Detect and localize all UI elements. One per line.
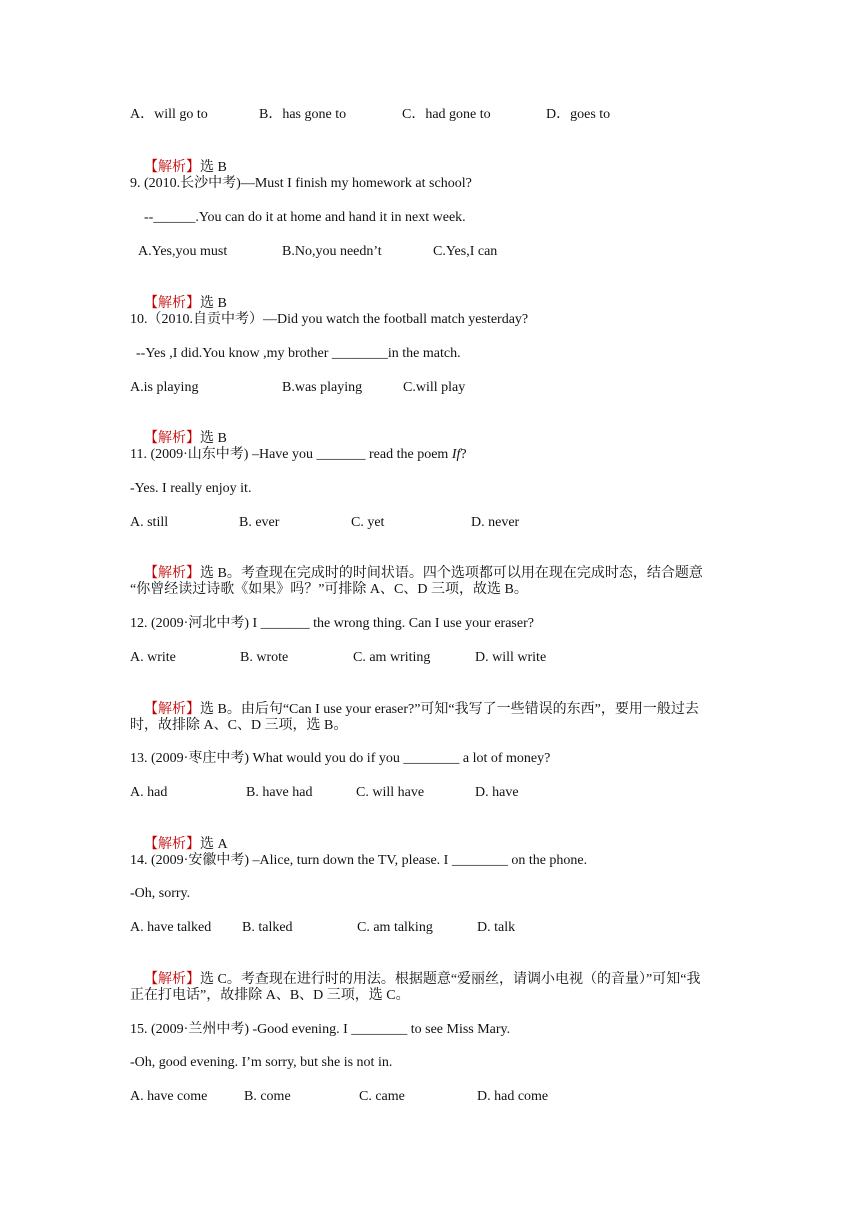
question-11-suffix: ? bbox=[460, 447, 467, 462]
analysis-continuation: 时，故排除 A、C、D 三项，选 B。 bbox=[130, 718, 348, 733]
option-d: D. will write bbox=[475, 650, 547, 665]
analysis-bracket-close: 】 bbox=[186, 837, 200, 852]
options-row bbox=[0, 514, 520, 532]
question-11-poem-title: If bbox=[451, 447, 461, 462]
option-a: A.is playing bbox=[130, 380, 199, 395]
options-row bbox=[0, 1088, 549, 1106]
analysis-text: 选 C。考查现在进行时的用法。根据题意“爱丽丝，请调小电视（的音量）”可知“我 bbox=[200, 972, 701, 987]
question-13: 13. (2009·枣庄中考) What would you do if you ________ a lot of money? bbox=[130, 751, 551, 766]
analysis-bracket-open: 【 bbox=[144, 431, 158, 446]
analysis-bracket-close: 】 bbox=[186, 702, 200, 717]
analysis-bracket-open: 【 bbox=[144, 972, 158, 987]
option-b: B．has gone to bbox=[259, 107, 347, 122]
option-a: A. have talked bbox=[130, 920, 212, 935]
option-a: A. have come bbox=[130, 1089, 208, 1104]
analysis-bracket-open: 【 bbox=[144, 160, 158, 175]
options-row bbox=[0, 243, 498, 261]
option-a: A．will go to bbox=[130, 107, 208, 122]
question-11-prefix: 11. (2009·山东中考) –Have you _______ read the poem bbox=[130, 447, 452, 462]
analysis-bracket-open: 【 bbox=[144, 702, 158, 717]
option-c: C．had gone to bbox=[402, 107, 491, 122]
option-b: B.No,you needn’t bbox=[282, 244, 382, 259]
analysis-bracket-open: 【 bbox=[144, 296, 158, 311]
analysis-label: 解析 bbox=[158, 296, 186, 311]
analysis-text: 选 B bbox=[200, 431, 227, 446]
option-a: A. had bbox=[130, 785, 168, 800]
option-b: B. ever bbox=[239, 515, 280, 530]
option-b: B. wrote bbox=[240, 650, 289, 665]
option-c: C. came bbox=[359, 1089, 405, 1104]
option-c: C. will have bbox=[356, 785, 425, 800]
analysis-bracket-close: 】 bbox=[186, 431, 200, 446]
analysis-bracket-open: 【 bbox=[144, 837, 158, 852]
analysis-label: 解析 bbox=[158, 160, 186, 175]
option-c: C.will play bbox=[403, 380, 466, 395]
analysis-text: 选 B bbox=[200, 160, 227, 175]
analysis-bracket-close: 】 bbox=[186, 296, 200, 311]
question-15-reply: -Oh, good evening. I’m sorry, but she is not in. bbox=[130, 1055, 393, 1070]
analysis-line bbox=[130, 141, 227, 175]
analysis-bracket-close: 】 bbox=[186, 566, 200, 581]
analysis-line bbox=[130, 953, 701, 987]
option-c: C. yet bbox=[351, 515, 385, 530]
analysis-label: 解析 bbox=[158, 837, 186, 852]
analysis-line bbox=[130, 277, 227, 311]
analysis-label: 解析 bbox=[158, 566, 186, 581]
option-d: D. talk bbox=[477, 920, 516, 935]
option-b: B.was playing bbox=[282, 380, 363, 395]
analysis-bracket-close: 】 bbox=[186, 160, 200, 175]
question-14-reply: -Oh, sorry. bbox=[130, 886, 191, 901]
analysis-line bbox=[130, 683, 699, 717]
option-c: C.Yes,I can bbox=[433, 244, 498, 259]
option-d: D. had come bbox=[477, 1089, 549, 1104]
analysis-line bbox=[130, 547, 703, 581]
option-c: C. am talking bbox=[357, 920, 433, 935]
option-b: B. talked bbox=[242, 920, 293, 935]
analysis-line bbox=[130, 818, 228, 852]
analysis-text: 选 A bbox=[200, 837, 228, 852]
question-9-reply: --______.You can do it at home and hand it in next week. bbox=[144, 210, 466, 225]
question-15: 15. (2009·兰州中考) -Good evening. I ________ to see Miss Mary. bbox=[130, 1022, 511, 1037]
analysis-continuation: “你曾经读过诗歌《如果》吗？”可排除 A、C、D 三项，故选 B。 bbox=[130, 582, 528, 597]
question-10-reply: --Yes ,I did.You know ,my brother ________in the match. bbox=[136, 346, 461, 361]
analysis-text: 选 B。由后句“Can I use your eraser?”可知“我写了一些错误的东西”，要用一般过去 bbox=[200, 702, 699, 717]
option-b: B. have had bbox=[246, 785, 313, 800]
analysis-label: 解析 bbox=[158, 702, 186, 717]
option-d: D．goes to bbox=[546, 107, 611, 122]
analysis-text: 选 B bbox=[200, 296, 227, 311]
options-row bbox=[0, 379, 466, 397]
analysis-text: 选 B。考查现在完成时的时间状语。四个选项都可以用在现在完成时态，结合题意 bbox=[200, 566, 703, 581]
option-d: D. have bbox=[475, 785, 519, 800]
options-row bbox=[0, 784, 519, 802]
options-row bbox=[0, 919, 516, 937]
option-b: B. come bbox=[244, 1089, 291, 1104]
analysis-bracket-open: 【 bbox=[144, 566, 158, 581]
question-9: 9. (2010.长沙中考)—Must I finish my homework at school? bbox=[130, 176, 472, 191]
analysis-line bbox=[130, 412, 227, 446]
analysis-continuation: 正在打电话”，故排除 A、B、D 三项，选 C。 bbox=[130, 988, 410, 1003]
option-d: D. never bbox=[471, 515, 520, 530]
question-11 bbox=[130, 446, 467, 464]
question-12: 12. (2009·河北中考) I _______ the wrong thing. Can I use your eraser? bbox=[130, 616, 534, 631]
analysis-label: 解析 bbox=[158, 972, 186, 987]
question-11-reply: -Yes. I really enjoy it. bbox=[130, 481, 252, 496]
option-a: A. write bbox=[130, 650, 176, 665]
option-c: C. am writing bbox=[353, 650, 431, 665]
options-row bbox=[0, 649, 547, 667]
question-10: 10.（2010.自贡中考）—Did you watch the football match yesterday? bbox=[130, 312, 529, 327]
option-a: A. still bbox=[130, 515, 169, 530]
analysis-label: 解析 bbox=[158, 431, 186, 446]
options-row bbox=[0, 106, 611, 124]
question-14: 14. (2009·安徽中考) –Alice, turn down the TV, please. I ________ on the phone. bbox=[130, 853, 588, 868]
option-a: A.Yes,you must bbox=[138, 244, 228, 259]
analysis-bracket-close: 】 bbox=[186, 972, 200, 987]
